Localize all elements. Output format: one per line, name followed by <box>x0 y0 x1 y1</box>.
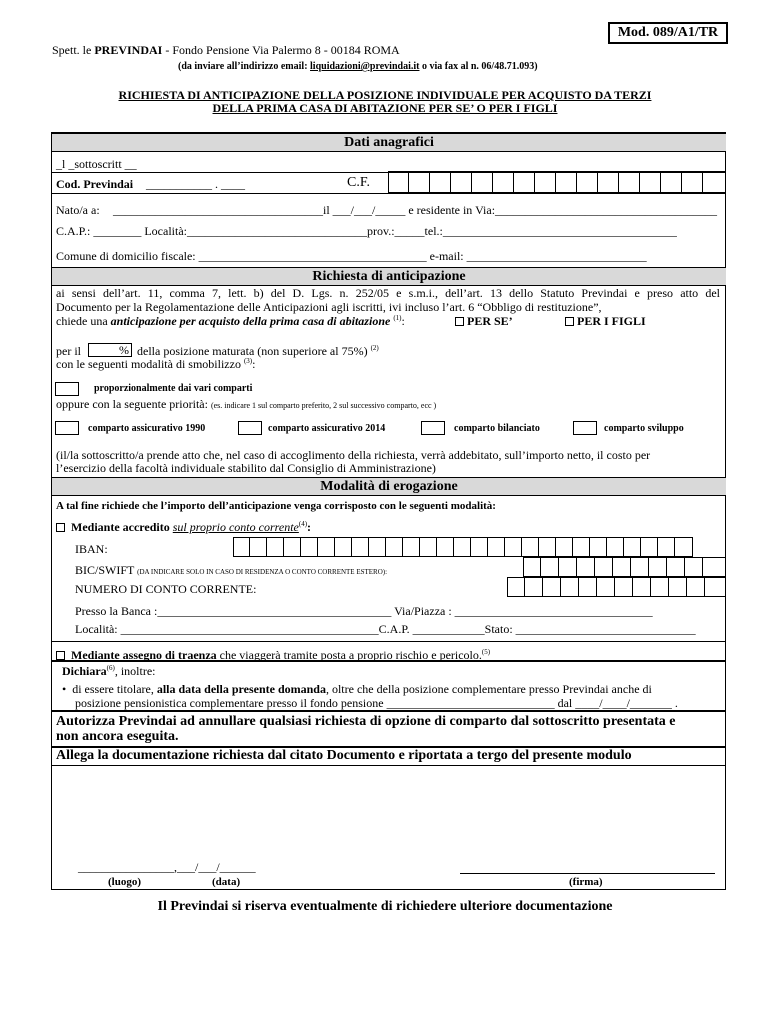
comparto-2014-box[interactable] <box>238 421 262 435</box>
comune-email-field[interactable]: Comune di domicilio fiscale: ______________________________________ e-mail: ______________________________ <box>56 249 647 263</box>
chiede-note: (1) <box>393 314 402 322</box>
bullet-bold: alla data della presente domanda <box>156 682 326 696</box>
bic-line <box>75 563 387 578</box>
maturata-label: della posizione maturata (non superiore al 75%) <box>137 344 368 358</box>
accredito-checkbox[interactable] <box>56 523 65 532</box>
erogazione-intro: A tal fine richiede che l’importo dell’anticipazione venga corrisposto con le seguenti modalità: <box>56 500 496 512</box>
page-title-line1: RICHIESTA DI ANTICIPAZIONE DELLA POSIZIONE INDIVIDUALE PER ACQUISTO DA TERZI <box>118 88 652 102</box>
comparto-1990-label: comparto assicurativo 1990 <box>88 423 206 434</box>
accredito-label: Mediante accredito <box>71 520 170 534</box>
dichiara-label: Dichiara <box>62 664 107 678</box>
bic-label: BIC/SWIFT <box>75 563 135 577</box>
legal-ref-line2: Documento per la Regolamentazione delle Anticipazioni agli iscritti, ivi incluso l’art. 6 “Obbligo di restituzione”, <box>56 300 602 314</box>
dichiara-note: (6) <box>106 664 115 672</box>
firma-field[interactable] <box>460 862 715 874</box>
comparto-sviluppo-box[interactable] <box>573 421 597 435</box>
accredito-option[interactable] <box>56 520 311 535</box>
bullet-rest: , oltre che della posizione complementare presso Previndai anche di <box>325 682 652 696</box>
section-richiesta-anticipazione: Richiesta di anticipazione <box>52 267 726 286</box>
dichiara-bullet-line1 <box>62 682 652 697</box>
proporzionale-label: proporzionalmente dai vari comparti <box>94 383 253 394</box>
conto-label: NUMERO DI CONTO CORRENTE: <box>75 582 257 596</box>
comparto-bilanciato-label: comparto bilanciato <box>454 423 540 434</box>
per-se-checkbox[interactable] <box>455 317 464 326</box>
smobilizzo-colon: : <box>252 357 256 371</box>
comparto-2014-label: comparto assicurativo 2014 <box>268 423 386 434</box>
proporzionale-checkbox[interactable] <box>55 382 79 396</box>
per-se-label: PER SE’ <box>467 314 513 328</box>
recipient-name: PREVINDAI <box>94 43 163 57</box>
section-modalita-erogazione: Modalità di erogazione <box>52 477 726 496</box>
comparto-bilanciato-box[interactable] <box>421 421 445 435</box>
cod-previndai-field[interactable]: ___________ . ____ <box>146 177 245 191</box>
bullet-icon: • <box>62 682 67 696</box>
smobilizzo-note: (3) <box>243 357 253 365</box>
comparto-sviluppo-label: comparto sviluppo <box>604 423 684 434</box>
per-il-label: per il <box>56 344 81 358</box>
chiede-bold: anticipazione per acquisto della prima casa di abitazione <box>110 314 391 328</box>
cf-input-boxes[interactable] <box>388 171 726 193</box>
nato-residenza-field[interactable]: ___________________________________il ___/___/_____ e residente in Via:_____________________________________ <box>113 203 718 217</box>
accredito-colon: : <box>307 520 312 534</box>
luogo-data-field[interactable]: ________________,___/___/______ <box>78 860 256 874</box>
section-dati-anagrafici: Dati anagrafici <box>52 133 726 152</box>
cap-localita-field[interactable]: C.A.P.: ________ Località:______________________________prov.:_____tel.:_______________________________________ <box>56 224 677 238</box>
assegno-note: (5) <box>481 648 491 656</box>
oppure-note: (es. indicare 1 sul comparto preferito, 2 sul successivo comparto, ecc ) <box>210 401 437 410</box>
recipient-address: - Fondo Pensione Via Palermo 8 - 00184 ROMA <box>165 43 400 57</box>
page-title-line2: DELLA PRIMA CASA DI ABITAZIONE PER SE’ O PER I FIGLI <box>212 101 558 115</box>
per-figli-label: PER I FIGLI <box>577 314 646 328</box>
assegno-rest: che viaggerà tramite posta a proprio rischio e pericolo. <box>219 648 482 662</box>
cod-previndai-label: Cod. Previndai <box>56 177 134 191</box>
bic-note: (DA INDICARE SOLO IN CASO DI RESIDENZA O CONTO CORRENTE ESTERO): <box>137 568 388 576</box>
info-line2: l’esercizio della facoltà individuale stabilito dal Consiglio di Amministrazione) <box>56 461 436 475</box>
per-figli-checkbox[interactable] <box>565 317 574 326</box>
per-se-option[interactable] <box>455 314 513 329</box>
oppure-line <box>56 397 436 412</box>
dichiara-suffix: , inoltre: <box>114 664 156 678</box>
banca-field[interactable]: Presso la Banca :_______________________________________ Via/Piazza : _________________________________ <box>75 604 653 618</box>
cf-label: C.F. <box>347 175 371 190</box>
bic-input-boxes[interactable] <box>523 557 726 577</box>
recipient-line <box>52 43 400 58</box>
banca-localita-field[interactable]: Località: ___________________________________________C.A.P. ____________Stato: ______________________________ <box>75 622 696 636</box>
iban-input-boxes[interactable] <box>233 537 693 557</box>
comparto-1990-box[interactable] <box>55 421 79 435</box>
dichiara-heading <box>62 664 156 679</box>
nato-label: Nato/a a: <box>56 203 100 217</box>
percent-input[interactable]: % <box>88 343 132 357</box>
send-note-prefix: (da inviare all’indirizzo email: <box>178 61 308 72</box>
accredito-italic: sul proprio conto corrente <box>172 520 299 534</box>
firma-caption: (firma) <box>569 876 603 888</box>
maturata-note: (2) <box>370 344 379 352</box>
dichiara-bullet-line2[interactable]: posizione pensionistica complementare presso il fondo pensione ____________________________ dal ____/____/_______ . <box>75 696 678 710</box>
info-line1: (il/la sottoscritto/a prende atto che, nel caso di accoglimento della richiesta, verrà addebitato, sull’importo netto, il costo per <box>56 448 651 462</box>
chiede-prefix: chiede una <box>56 314 108 328</box>
data-caption: (data) <box>212 876 241 888</box>
legal-ref-line1: ai sensi dell’art. 11, comma 7, lett. b) del D. Lgs. n. 252/05 e s.m.i., dell’art. 13 dello Statuto Previndai e preso atto del <box>56 286 720 300</box>
send-note-suffix: o via fax al n. 06/48.71.093) <box>421 61 538 72</box>
chiede-line <box>56 314 405 329</box>
luogo-caption: (luogo) <box>108 876 141 888</box>
allega-line: Allega la documentazione richiesta dal citato Documento e riportata a tergo del presente modulo <box>56 748 632 763</box>
oppure-label: oppure con la seguente priorità: <box>56 397 208 411</box>
send-note <box>178 61 538 72</box>
assegno-label: Mediante assegno di traenza <box>71 648 217 662</box>
chiede-colon: : <box>401 314 405 328</box>
per-figli-option[interactable] <box>565 314 646 329</box>
bullet-prefix: di essere titolare, <box>72 682 154 696</box>
mod-code-box: Mod. 089/A1/TR <box>608 22 728 44</box>
footer-note: Il Previndai si riserva eventualmente di richiedere ulteriore documentazione <box>157 899 613 914</box>
iban-label: IBAN: <box>75 542 108 556</box>
assegno-checkbox[interactable] <box>56 651 65 660</box>
autorizza-line2: non ancora eseguita. <box>56 729 179 744</box>
conto-input-boxes[interactable] <box>507 577 726 597</box>
recipient-prefix: Spett. le <box>52 43 92 57</box>
accredito-note: (4) <box>298 520 308 528</box>
smobilizzo-text <box>56 357 255 372</box>
smobilizzo-label: con le seguenti modalità di smobilizzo <box>56 357 241 371</box>
sottoscritto-field[interactable]: _l _sottoscritt __ <box>56 157 137 171</box>
autorizza-line1: Autorizza Previndai ad annullare qualsiasi richiesta di opzione di comparto dal sottoscritto presentata e <box>56 714 676 729</box>
send-email-link[interactable]: liquidazioni@previndai.it <box>310 61 420 72</box>
